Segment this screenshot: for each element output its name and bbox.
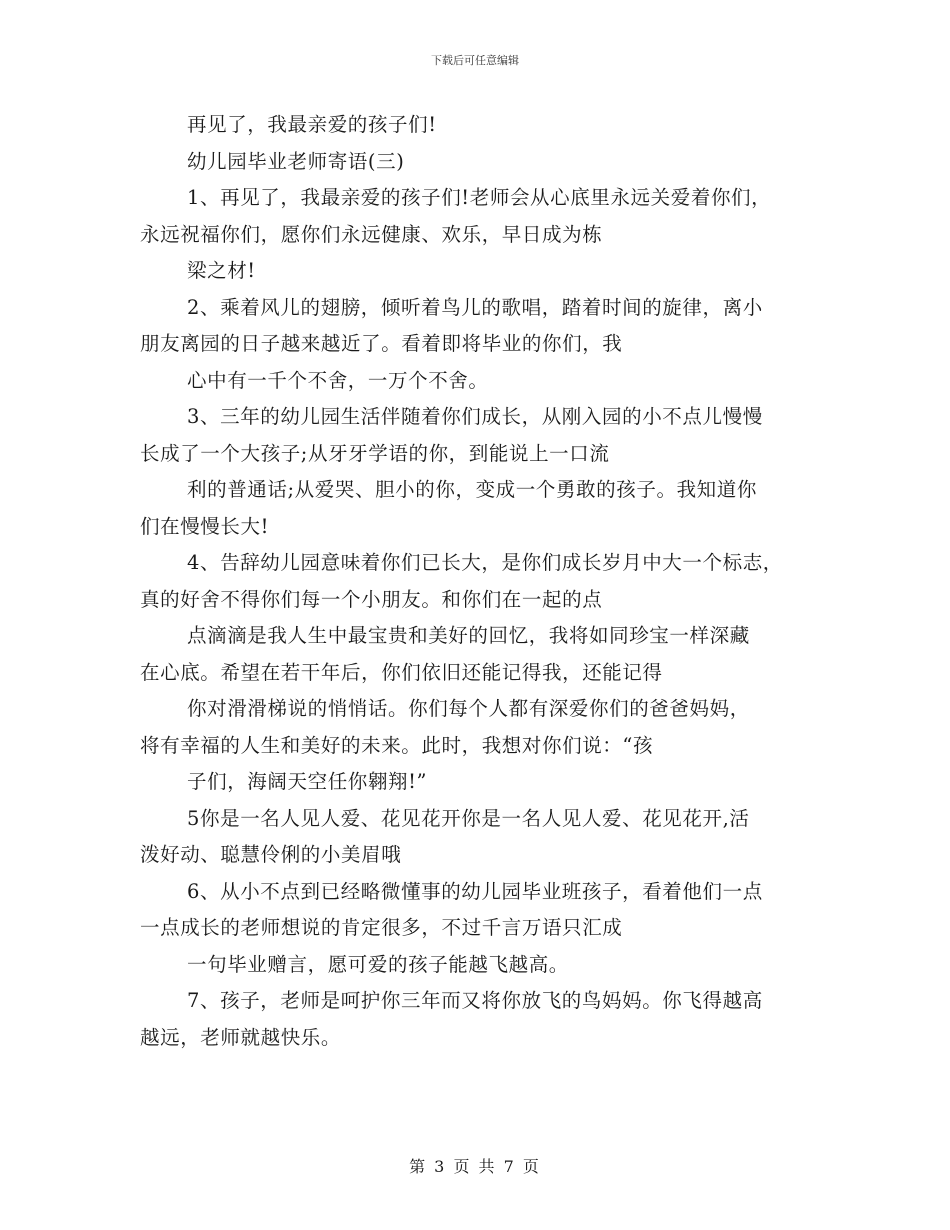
text-line: 在心底。希望在若干年后，你们依旧还能记得我，还能记得 (140, 660, 663, 684)
text-line: 朋友离园的日子越来越近了。看着即将毕业的你们，我 (140, 332, 623, 355)
text-line: 5你是一名人见人爱、花见花开你是一名人见人爱、花见花开,活 (187, 806, 750, 830)
page-number: 第 3 页 共 7 页 (409, 1157, 541, 1176)
text-line: 长成了一个大孩子;从牙牙学语的你，到能说上一口流 (140, 441, 610, 465)
text-line: 6、从小不点到已经略微懂事的幼儿园毕业班孩子，看着他们一点 (187, 879, 763, 903)
text-line: 梁之材! (187, 259, 256, 282)
text-line: 心中有一千个不舍，一万个不舍。 (187, 368, 489, 392)
text-line: 3、三年的幼儿园生活伴随着你们成长，从刚入园的小不点儿慢慢 (187, 405, 763, 428)
text-line: 永远祝福你们，愿你们永远健康、欢乐，早日成为栋 (140, 222, 603, 246)
section-title: 幼儿园毕业老师寄语(三) (187, 149, 405, 173)
text-line: 点滴滴是我人生中最宝贵和美好的回忆，我将如同珍宝一样深藏 (187, 624, 750, 647)
text-line: 再见了，我最亲爱的孩子们! (187, 113, 437, 136)
text-line: 泼好动、聪慧伶俐的小美眉哦 (140, 843, 402, 866)
text-line: 7、孩子，老师是呵护你三年而又将你放飞的鸟妈妈。你飞得越高 (187, 989, 763, 1012)
text-line: 利的普通话;从爱哭、胆小的你，变成一个勇敢的孩子。我知道你 (187, 478, 757, 501)
text-line: 4、告辞幼儿园意味着你们已长大，是你们成长岁月中大一个标志， (187, 551, 783, 574)
page-header: 下载后可任意编辑 (431, 54, 519, 67)
text-line: 2、乘着风儿的翅膀，倾听着鸟儿的歌唱，踏着时间的旋律，离小 (187, 295, 763, 319)
text-line: 们在慢慢长大! (140, 514, 270, 538)
text-line: 子们，海阔天空任你翱翔!” (187, 770, 428, 793)
text-line: 一点成长的老师想说的肯定很多，不过千言万语只汇成 (140, 916, 623, 939)
text-line: 将有幸福的人生和美好的未来。此时，我想对你们说：“孩 (140, 733, 654, 757)
document-body (140, 107, 812, 1056)
text-line: 越远，老师就越快乐。 (140, 1025, 342, 1049)
text-line: 一句毕业赠言，愿可爱的孩子能越飞越高。 (187, 952, 569, 976)
text-line: 你对滑滑梯说的悄悄话。你们每个人都有深爱你们的爸爸妈妈， (187, 697, 750, 720)
text-line: 真的好舍不得你们每一个小朋友。和你们在一起的点 (140, 587, 603, 611)
text-line: 1、再见了，我最亲爱的孩子们!老师会从心底里永远关爱着你们， (187, 186, 772, 209)
